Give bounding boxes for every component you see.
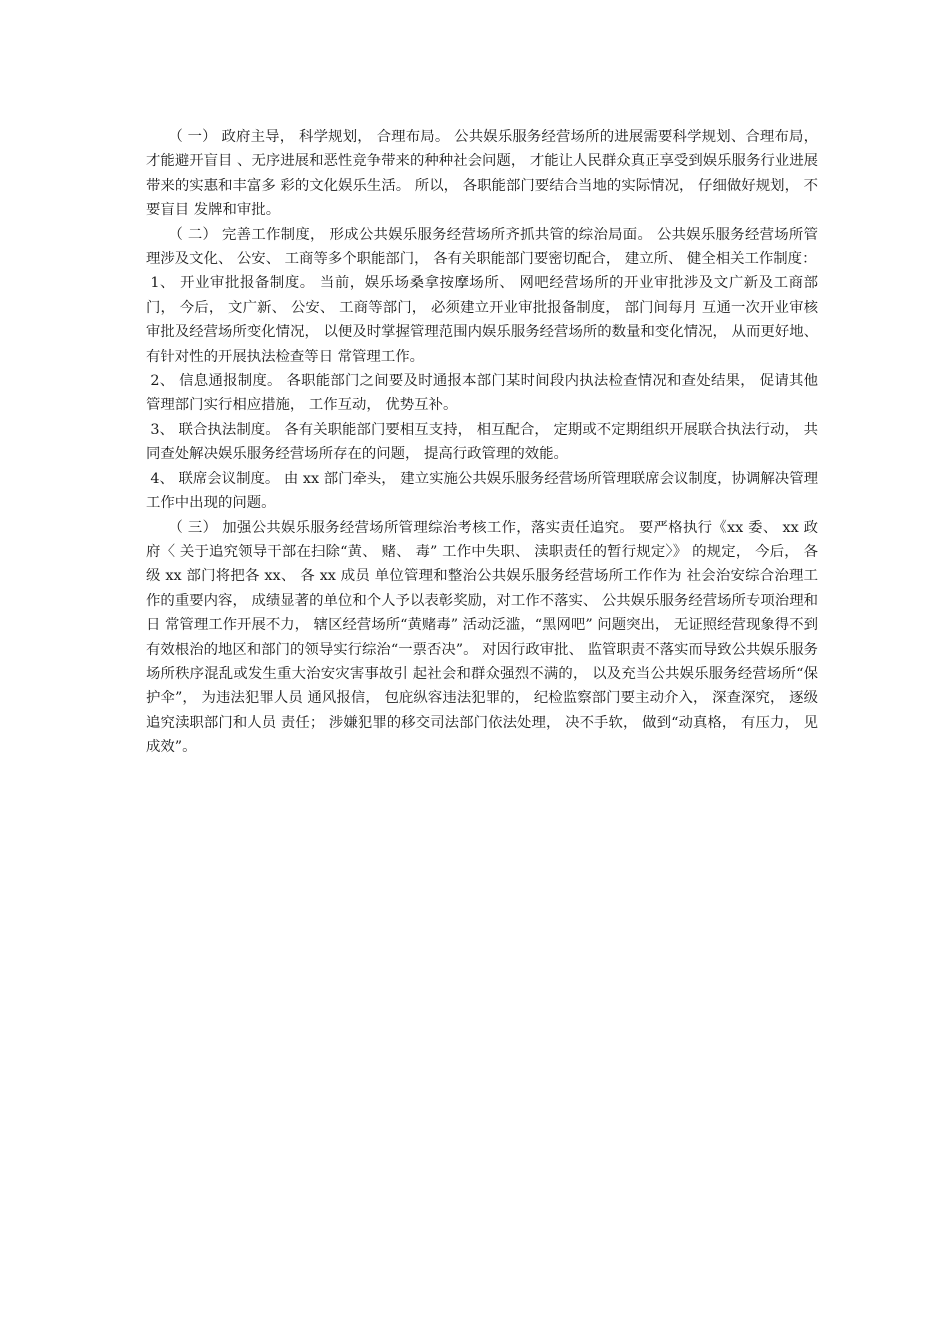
paragraph-section-3: （ 三） 加强公共娱乐服务经营场所管理综治考核工作，落实责任追究。 要严格执行《xx 委、 xx 政府〈 关于追究领导干部在扫除“黄、 赌、 毒” 工作中失职、 渎职责任的暂行规定〉》 的规定， 今后， 各级 xx 部门将把各 xx、 各 xx 成员 单位管理和整治公共娱乐服务经营场所工作作为 社会治安综合治理工作的重要内容， 成绩显著的单位和个人予以表彰奖励，对工作不落实、 公共娱乐服务经营场所专项治理和日 常管理工作开展不力， 辖区经营场所“黄赌毒” 活动泛滥，“黑网吧” 问题突出， 无证照经营现象得不到有效根治的地区和部门的领导实行综治“一票否决”。 对因行政审批、 监管职责不落实而导致公共娱乐服务场所秩序混乱或发生重大治安灾害事故引 起社会和群众强烈不满的， 以及充当公共娱乐服务经营场所“保护伞”， 为违法犯罪人员 通风报信， 包庇纵容违法犯罪的， 纪检监察部门要主动介入， 深查深究， 逐级追究渎职部门和人员 责任； 涉嫌犯罪的移交司法部门依法处理， 决不手软， 做到“动真格， 有压力， 见成效”。 xyxy=(146,519,818,756)
paragraph-section-1: （ 一） 政府主导， 科学规划， 合理布局。 公共娱乐服务经营场所的进展需要科学规划、合理布局， 才能避开盲目 、无序进展和恶性竞争带来的种种社会问题， 才能让人民群众真正享受到娱乐服务行业进展带来的实惠和丰富多 彩的文化娱乐生活。 所以， 各职能部门要结合当地的实际情况， 仔细做好规划， 不要盲目 发牌和审批。 xyxy=(146,129,818,219)
paragraph-item-2: 2、 信息通报制度。 各职能部门之间要及时通报本部门某时间段内执法检查情况和查处结果， 促请其他管理部门实行相应措施， 工作互动， 优势互补。 xyxy=(146,373,818,414)
paragraph-section-2: （ 二） 完善工作制度， 形成公共娱乐服务经营场所齐抓共管的综治局面。 公共娱乐服务经营场所管理涉及文化、 公安、 工商等多个职能部门， 各有关职能部门要密切配合， 建立所、 健全相关工作制度： xyxy=(146,226,818,268)
paragraph-item-1: 1、 开业审批报备制度。 当前，娱乐场桑拿按摩场所、 网吧经营场所的开业审批涉及文广新及工商部门， 今后， 文广新、 公安、 工商等部门， 必须建立开业审批报备制度， 部门间每月 互通一次开业审核审批及经营场所变化情况， 以便及时掌握管理范围内娱乐服务经营场所的数量和变化情况， 从而更好地、 有针对性的开展执法检查等日 常管理工作。 xyxy=(146,275,818,365)
paragraph-item-4: 4、 联席会议制度。 由 xx 部门牵头， 建立实施公共娱乐服务经营场所管理联席会议制度，协调解决管理工作中出现的问题。 xyxy=(146,470,818,512)
paragraph-item-3: 3、 联合执法制度。 各有关职能部门要相互支持， 相互配合， 定期或不定期组织开展联合执法行动， 共同查处解决娱乐服务经营场所存在的问题， 提高行政管理的效能。 xyxy=(146,421,818,463)
document-body xyxy=(146,125,818,760)
